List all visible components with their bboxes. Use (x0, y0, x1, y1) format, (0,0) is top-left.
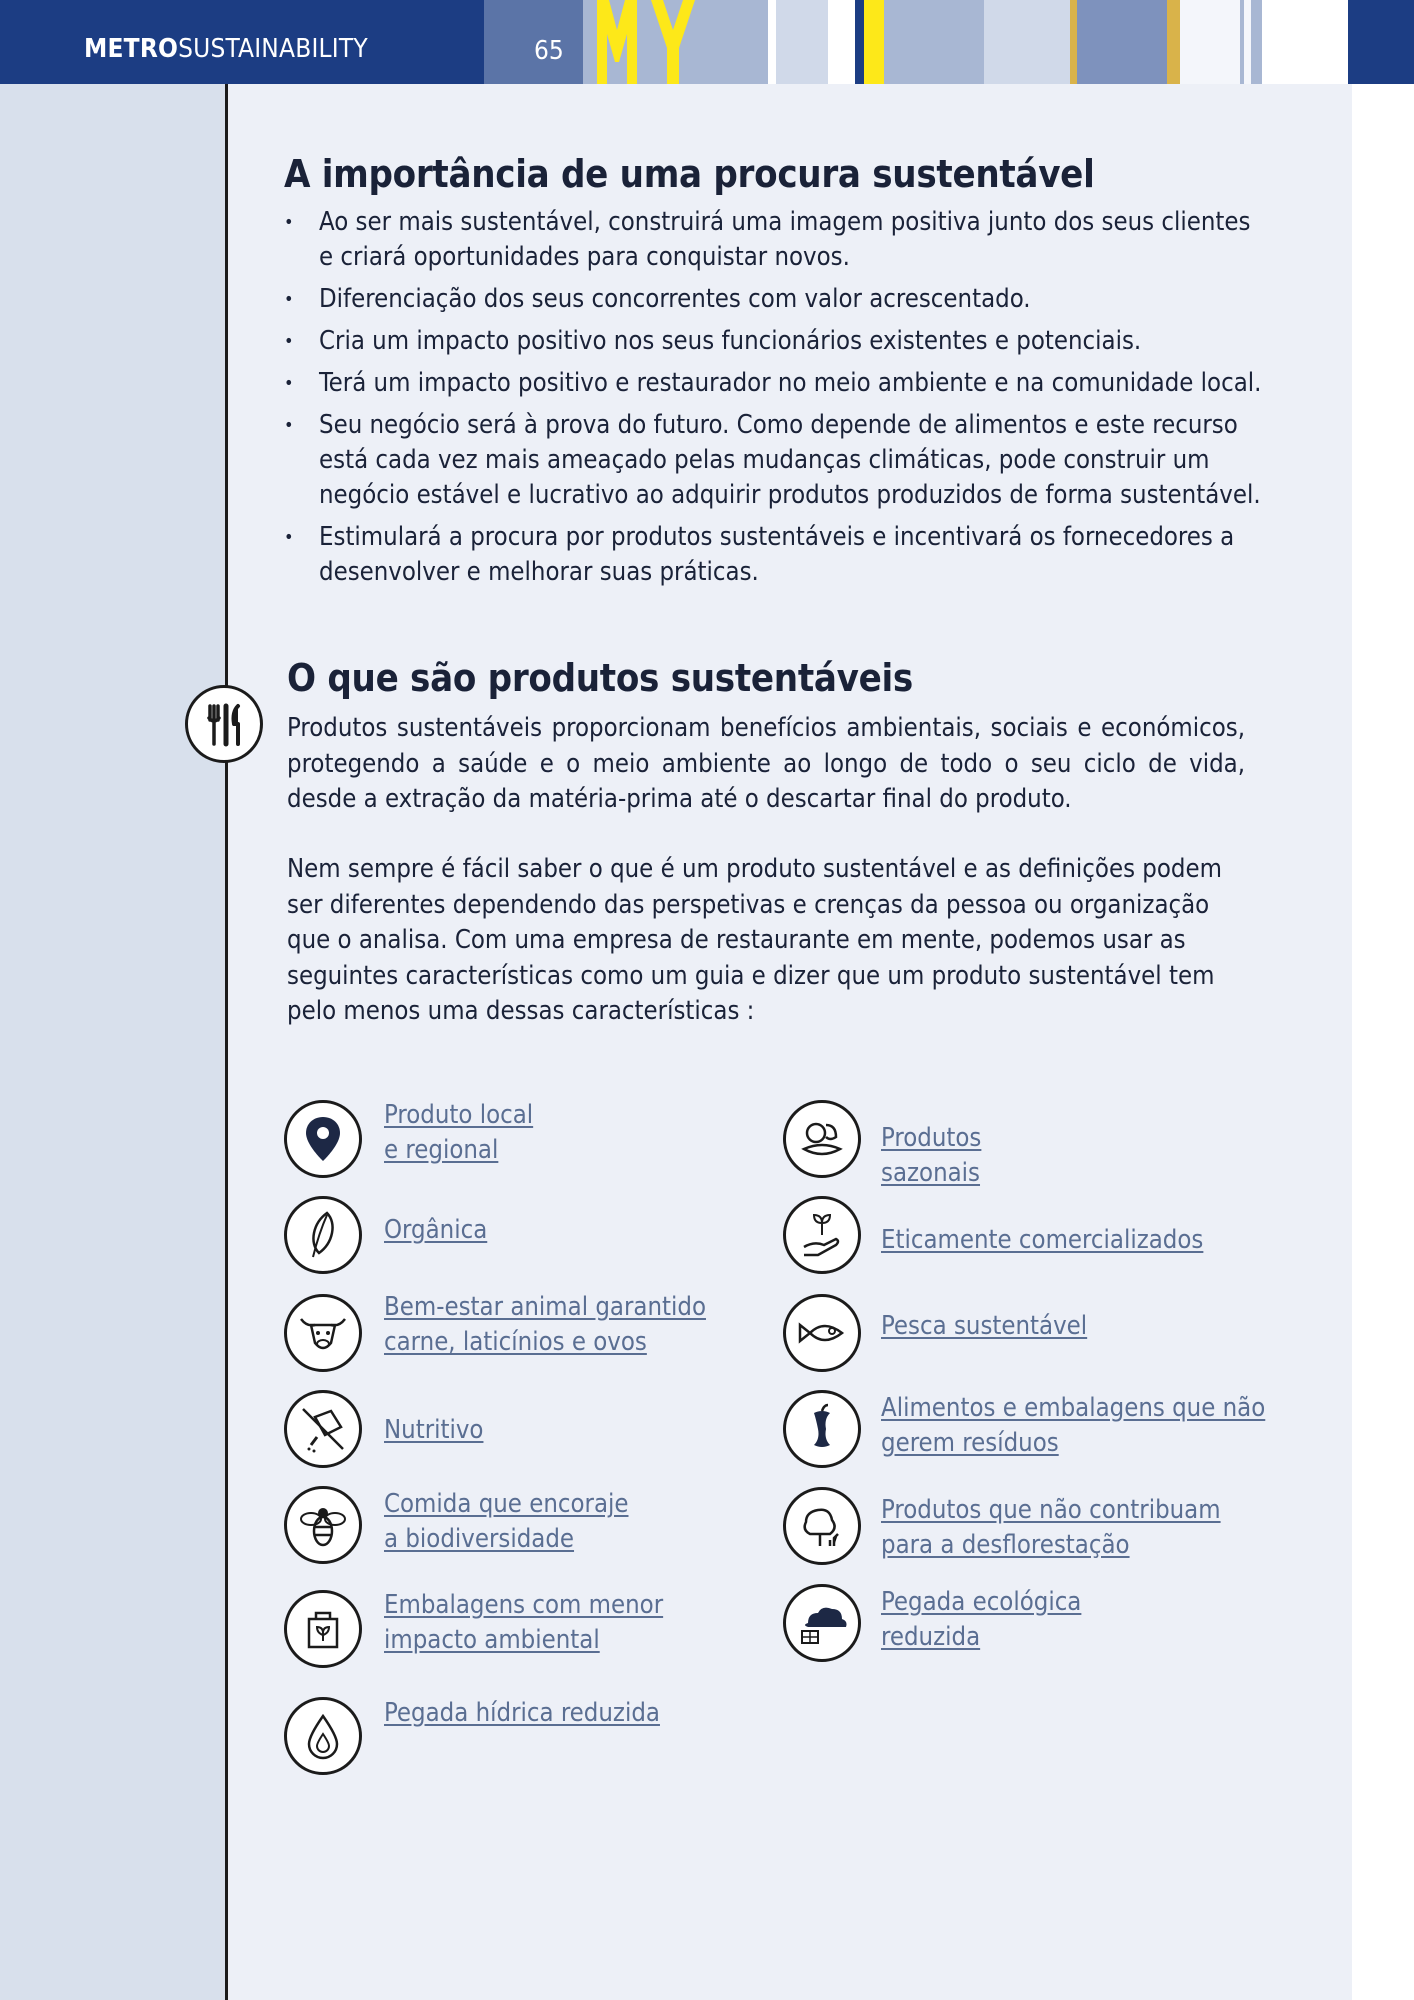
category-ethical-trade[interactable]: Eticamente comercializados (881, 1225, 1204, 1255)
header-stripe (1180, 0, 1240, 84)
category-local-regional[interactable]: Produto local e regional (384, 1100, 534, 1165)
header-stripe (768, 0, 776, 84)
list-item: • Ao ser mais sustentável, construirá uma imagem positiva junto dos seus clientes e criará oportunidades para conquistar novos. (284, 205, 1264, 275)
category-animal-welfare[interactable]: Bem-estar animal garantido carne, laticínios e ovos (384, 1292, 706, 1357)
header-stripe (884, 0, 984, 84)
header-stripe (864, 0, 884, 84)
cloud-factory-icon (783, 1584, 861, 1662)
hand-plant-icon (783, 1196, 861, 1274)
category-sustainable-fishing[interactable]: Pesca sustentável (881, 1311, 1088, 1341)
cutlery-icon (185, 685, 263, 763)
section2-title: O que são produtos sustentáveis (287, 656, 913, 700)
seasonal-vegetables-icon (783, 1100, 861, 1178)
header-stripe (1244, 0, 1251, 84)
section1-title: A importância de uma procura sustentável (284, 152, 1095, 196)
water-drop-icon (284, 1697, 362, 1775)
bee-icon (284, 1486, 362, 1564)
list-item: • Diferenciação dos seus concorrentes com valor acrescentado. (284, 282, 1264, 317)
list-item: • Terá um impacto positivo e restaurador no meio ambiente e na comunidade local. (284, 366, 1264, 401)
header-stripe (1348, 0, 1414, 84)
category-seasonal[interactable]: Produtos sazonais (881, 1123, 982, 1188)
header-stripe (1251, 0, 1262, 84)
header-stripe (984, 0, 1070, 84)
category-zero-waste[interactable]: Alimentos e embalagens que não gerem resíduos (881, 1393, 1266, 1458)
header-stripe (1077, 0, 1167, 84)
eco-bag-icon (284, 1590, 362, 1668)
category-nutritivo[interactable]: Nutritivo (384, 1415, 484, 1445)
no-salt-icon (284, 1390, 362, 1468)
header-stripe (718, 0, 768, 84)
leaf-icon (284, 1196, 362, 1274)
timeline-line (225, 84, 228, 2000)
category-no-deforestation[interactable]: Produtos que não contribuam para a desflorestação (881, 1495, 1221, 1560)
brand-logo: METROSUSTAINABILITY (84, 34, 368, 64)
header-stripe (776, 0, 828, 84)
cow-icon (284, 1294, 362, 1372)
benefits-list (284, 205, 1264, 597)
header-stripe (828, 0, 838, 84)
category-packaging[interactable]: Embalagens com menor impacto ambiental (384, 1590, 664, 1655)
category-biodiversity[interactable]: Comida que encoraje a biodiversidade (384, 1489, 629, 1554)
header-stripe (1070, 0, 1077, 84)
list-item: • Estimulará a procura por produtos sustentáveis e incentivará os fornecedores a desenvolver e melhorar suas práticas. (284, 520, 1264, 590)
category-water[interactable]: Pegada hídrica reduzida (384, 1698, 660, 1728)
header-stripe (1167, 0, 1180, 84)
category-organica[interactable]: Orgânica (384, 1215, 488, 1245)
section2-paragraph-1: Produtos sustentáveis proporcionam benefícios ambientais, sociais e económicos, protegendo a saúde e o meio ambiente ao longo de todo o seu ciclo de vida, desde a extração da matéria-prima até o descartar final do produto. (287, 713, 1245, 814)
header-stripe (855, 0, 864, 84)
fish-icon (783, 1294, 861, 1372)
top-bar (0, 0, 1414, 84)
page-number: 65 (534, 36, 564, 66)
right-margin (1352, 84, 1414, 2000)
apple-core-icon (783, 1390, 861, 1468)
tree-icon (783, 1487, 861, 1565)
section2-paragraph-2: Nem sempre é fácil saber o que é um produto sustentável e as definições podem ser diferentes dependendo das perspetivas e crenças da pessoa ou organização que o analisa. Com uma empresa de restaurante em mente, podemos usar as seguintes características como um guia e dizer que um produto sustentável tem pelo menos uma dessas características : (287, 854, 1222, 1026)
list-item: • Cria um impacto positivo nos seus funcionários existentes e potenciais. (284, 324, 1264, 359)
list-item: • Seu negócio será à prova do futuro. Como depende de alimentos e este recurso está cada vez mais ameaçado pelas mudanças climáticas, pode construir um negócio estável e lucrativo ao adquirir produtos produzidos de forma sustentável. (284, 408, 1264, 513)
category-ecological-footprint[interactable]: Pegada ecológica reduzida (881, 1587, 1082, 1652)
left-margin-strip (0, 84, 225, 2000)
my-graphic-mark (583, 0, 723, 84)
location-pin-icon (284, 1100, 362, 1178)
